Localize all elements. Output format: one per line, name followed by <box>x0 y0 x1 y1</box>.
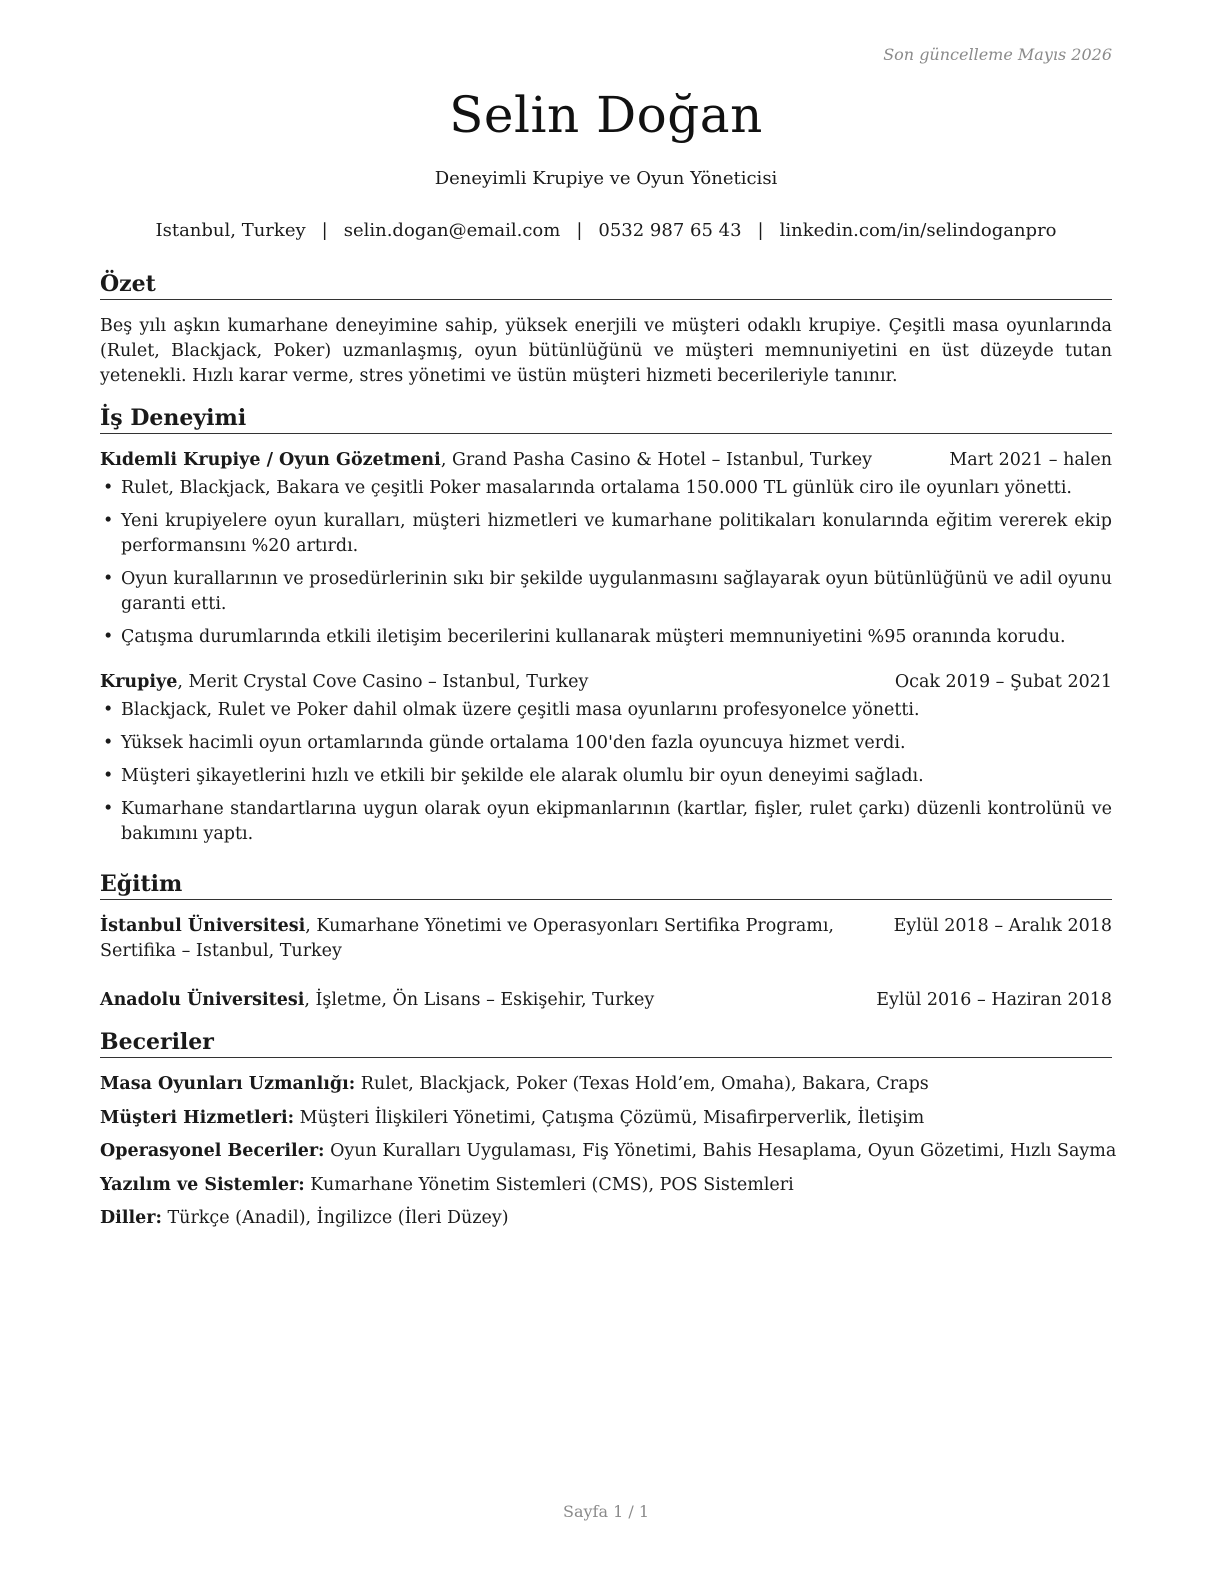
education-dates: Eylül 2016 – Haziran 2018 <box>876 990 1112 1010</box>
job-role: Krupiye <box>100 672 178 692</box>
job-bullet: • Çatışma durumlarında etkili iletişim becerilerini kullanarak müşteri memnuniyetini %95 oranında korudu. <box>100 625 1112 650</box>
job-dates: Ocak 2019 – Şubat 2021 <box>894 672 1112 692</box>
skill-label: Diller: <box>100 1208 162 1228</box>
job-bullets <box>100 698 1112 847</box>
job-bullet: • Kumarhane standartlarına uygun olarak oyun ekipmanlarının (kartlar, fişler, rulet çarkı) düzenli kontrolünü ve bakımını yaptı. <box>100 797 1112 847</box>
job-company: , Grand Pasha Casino & Hotel – Istanbul, Turkey <box>440 450 872 470</box>
skills-list <box>100 1072 1117 1231</box>
skill-line <box>100 1206 1112 1231</box>
skill-line <box>100 1072 1112 1097</box>
contact-phone[interactable]: 0532 987 65 43 <box>598 220 742 241</box>
job-bullets <box>100 476 1112 650</box>
skill-value: Türkçe (Anadil), İngilizce (İleri Düzey) <box>161 1208 509 1228</box>
skill-line <box>100 1106 1112 1131</box>
education-detail: , Kumarhane Yönetimi ve Operasyonları Sertifika Programı, Sertifika – Istanbul, Turkey <box>100 916 834 961</box>
job-bullet: • Oyun kurallarının ve prosedürlerinin sıkı bir şekilde uygulanmasını sağlayarak oyun bütünlüğünü ve adil oyunu garanti etti. <box>100 567 1112 617</box>
section-title-education: Eğitim <box>100 871 1112 900</box>
education-dates: Eylül 2018 – Aralık 2018 <box>893 916 1112 936</box>
job-header <box>100 448 1112 473</box>
job-bullet: • Yüksek hacimli oyun ortamlarında günde ortalama 100'den fazla oyuncuya hizmet verdi. <box>100 731 1112 756</box>
job-entry <box>100 670 1112 847</box>
job-bullet: • Müşteri şikayetlerini hızlı ve etkili bir şekilde ele alarak olumlu bir oyun deneyimi sağladı. <box>100 764 1112 789</box>
contact-email[interactable]: selin.dogan@email.com <box>343 220 561 241</box>
skill-value: Kumarhane Yönetim Sistemleri (CMS), POS Sistemleri <box>304 1174 794 1195</box>
job-bullet: • Yeni krupiyelere oyun kuralları, müşteri hizmetleri ve kumarhane politikaları konularında eğitim vererek ekip performansını %20 artırdı. <box>100 509 1112 559</box>
section-title-experience: İş Deneyimi <box>100 405 1112 434</box>
summary-text: Beş yılı aşkın kumarhane deneyimine sahip, yüksek enerjili ve müşteri odaklı krupiye. Çeşitli masa oyunlarında (Rulet, Blackjack, Poker) uzmanlaşmış, oyun bütünlüğünü ve müşteri memnuniyetini en üst düzeyde tutan yetenekli. Hızlı karar verme, stres yönetimi ve üstün müşteri hizmeti becerileriyle tanınır. <box>100 316 1112 386</box>
skills-section <box>100 1029 1117 1240</box>
skill-label: Operasyonel Beceriler: <box>100 1141 325 1161</box>
education-school: İstanbul Üniversitesi <box>100 916 306 936</box>
section-title-summary: Özet <box>100 271 1112 300</box>
resume-page <box>100 0 1117 1584</box>
contact-location: Istanbul, Turkey <box>155 220 306 241</box>
skill-value: Müşteri İlişkileri Yönetimi, Çatışma Çözümü, Misafirperverlik, İletişim <box>294 1107 925 1128</box>
skill-label: Müşteri Hizmetleri: <box>100 1107 295 1128</box>
skill-label: Yazılım ve Sistemler: <box>100 1174 305 1195</box>
education-entry <box>100 914 1112 964</box>
contact-separator: | <box>576 220 583 241</box>
job-entry <box>100 448 1112 650</box>
last-updated: Son güncelleme Mayıs 2026 <box>883 45 1112 64</box>
skill-value: Oyun Kuralları Uygulaması, Fiş Yönetimi, Bahis Hesaplama, Oyun Gözetimi, Hızlı Sayma <box>324 1141 1117 1161</box>
contact-separator: | <box>757 220 764 241</box>
job-bullet: • Blackjack, Rulet ve Poker dahil olmak üzere çeşitli masa oyunlarını profesyonelce yönetti. <box>100 698 1112 723</box>
contact-separator: | <box>321 220 328 241</box>
section-title-skills: Beceriler <box>100 1029 1112 1058</box>
education-entry <box>100 988 1112 1013</box>
job-company: , Merit Crystal Cove Casino – Istanbul, Turkey <box>177 672 589 692</box>
job-role: Kıdemli Krupiye / Oyun Gözetmeni <box>100 450 441 470</box>
job-bullet: • Rulet, Blackjack, Bakara ve çeşitli Poker masalarında ortalama 150.000 TL günlük ciro ile oyunları yönetti. <box>100 476 1112 501</box>
education-section <box>100 871 1112 1013</box>
education-detail: , İşletme, Ön Lisans – Eskişehir, Turkey <box>304 990 655 1010</box>
summary-section <box>100 271 1112 389</box>
contact-line <box>100 220 1112 241</box>
contact-linkedin[interactable]: linkedin.com/in/selindoganpro <box>779 220 1057 241</box>
page-number: Sayfa 1 / 1 <box>562 1502 649 1521</box>
job-dates: Mart 2021 – halen <box>949 450 1112 470</box>
skill-line <box>100 1139 1117 1164</box>
skill-label: Masa Oyunları Uzmanlığı: <box>100 1074 356 1094</box>
candidate-title: Deneyimli Krupiye ve Oyun Yöneticisi <box>434 168 778 189</box>
job-header <box>100 670 1112 695</box>
skill-line <box>100 1173 1112 1198</box>
candidate-name: Selin Doğan <box>449 86 763 144</box>
skill-value: Rulet, Blackjack, Poker (Texas Hold’em, Omaha), Bakara, Craps <box>355 1074 929 1094</box>
experience-section <box>100 405 1112 855</box>
education-school: Anadolu Üniversitesi <box>100 990 305 1010</box>
